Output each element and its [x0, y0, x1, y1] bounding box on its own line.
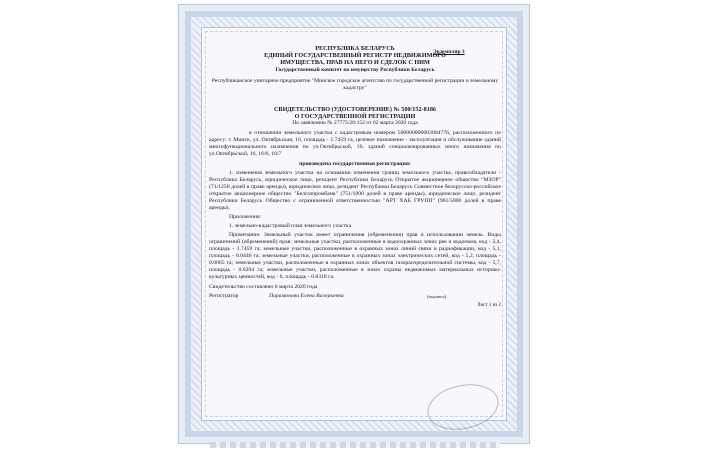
header-committee: Государственный комитет по имуществу Республики Беларусь	[275, 66, 435, 73]
next-sheet-edge	[210, 442, 500, 448]
copy-label: Экземпляр 3	[433, 49, 465, 55]
application-reference: По заявлению № 27775/20:152 от 02 марта 2020 года	[292, 120, 418, 127]
organization-name: Республиканское унитарное предприятие "Минское городское агентство по государственной регистрации и земельному кадастру"	[211, 77, 499, 91]
certificate-title: СВИДЕТЕЛЬСТВО (УДОСТОВЕРЕНИЕ) № 500/152-8186	[273, 105, 437, 113]
registration-section-title: произведена государственная регистрация:	[299, 161, 411, 168]
restrictions-note: Примечание: Земельный участок имеет ограничения (обременения) прав в использовании земель. Виды ограничений (обременений) прав: земельные участки, расположенные в водоохранных зонах рек и водоемов, код - 2,4, площадь - 1.7459 га; земельные участки, расположенные в охранных зонах линий связи и радиофикации, код - 5,1, площадь - 0.0446 га; земельные участки, расположенные в охранных зонах электрических сетей, код - 5,2, площадь - 0.0065 га; земельные участки, расположенные в охранных зонах объектов газораспределительной системы, код - 5,7, площадь - 0.0204 га; земельные участки, расположенные в зонах охраны недвижимых материальных историко-культурных ценностей, код - 6, площадь - 0.8318 га.	[209, 232, 501, 281]
registrar-name: Парамонова Елена Валерьевна	[269, 293, 344, 300]
signature-label: (подпись)	[427, 294, 447, 300]
header-country: РЕСПУБЛИКА БЕЛАРУСЬ	[315, 45, 395, 52]
registrar-row	[209, 293, 501, 302]
page-number: Лист 1 из 2	[477, 303, 501, 309]
certificate-subtitle: О ГОСУДАРСТВЕННОЙ РЕГИСТРАЦИИ	[294, 113, 416, 121]
certificate-sheet	[178, 4, 530, 444]
header-registry-line2: ИМУЩЕСТВА, ПРАВ НА НЕГО И СДЕЛОК С НИМ	[280, 59, 430, 67]
appendix-title: Приложения:	[229, 214, 262, 221]
header-registry-line1: ЕДИНЫЙ ГОСУДАРСТВЕННЫЙ РЕГИСТР НЕДВИЖИМОГО	[264, 52, 446, 60]
issue-date: Свидетельство составлено 6 марта 2020 года	[209, 284, 318, 291]
registrar-label: Регистратор	[209, 293, 239, 300]
appendix-item-1: 1. земельно-кадастровый план земельного участка	[229, 223, 352, 230]
registration-item-1: 1. изменения земельного участка на основании изменения границ земельного участка, правообладатели - Республика Беларусь, юридическое лицо, резидент Республики Беларусь Открытое акционерное общество "МЗОР" (71/1250 долей в праве аренды), юридическое лицо, резидент Республики Беларусь Совместное белорусско-российское открытое акционерное общество "Белгазпромбанк" (751/1000 долей в праве аренды), юридическое лицо, резидент Республики Беларусь Общество с ограниченной ответственностью "АРТ ХАБ ГРУПП" (961/5000 долей в праве аренды).	[209, 170, 501, 212]
certificate-content	[209, 45, 501, 309]
object-description: в отношении земельного участка с кадастровым номером 500000000003004776, расположенного по адресу: г. Минск, ул. Октябрьская, 16, площадь - 1.7459 га, целевое назначение - эксплуатация и обслуживание зданий многофункционального назначения по ул.Октябрьской, 16, зданий специализированных иного назначения по ул.Октябрьской, 16, 16/6, 16/7	[209, 130, 501, 158]
